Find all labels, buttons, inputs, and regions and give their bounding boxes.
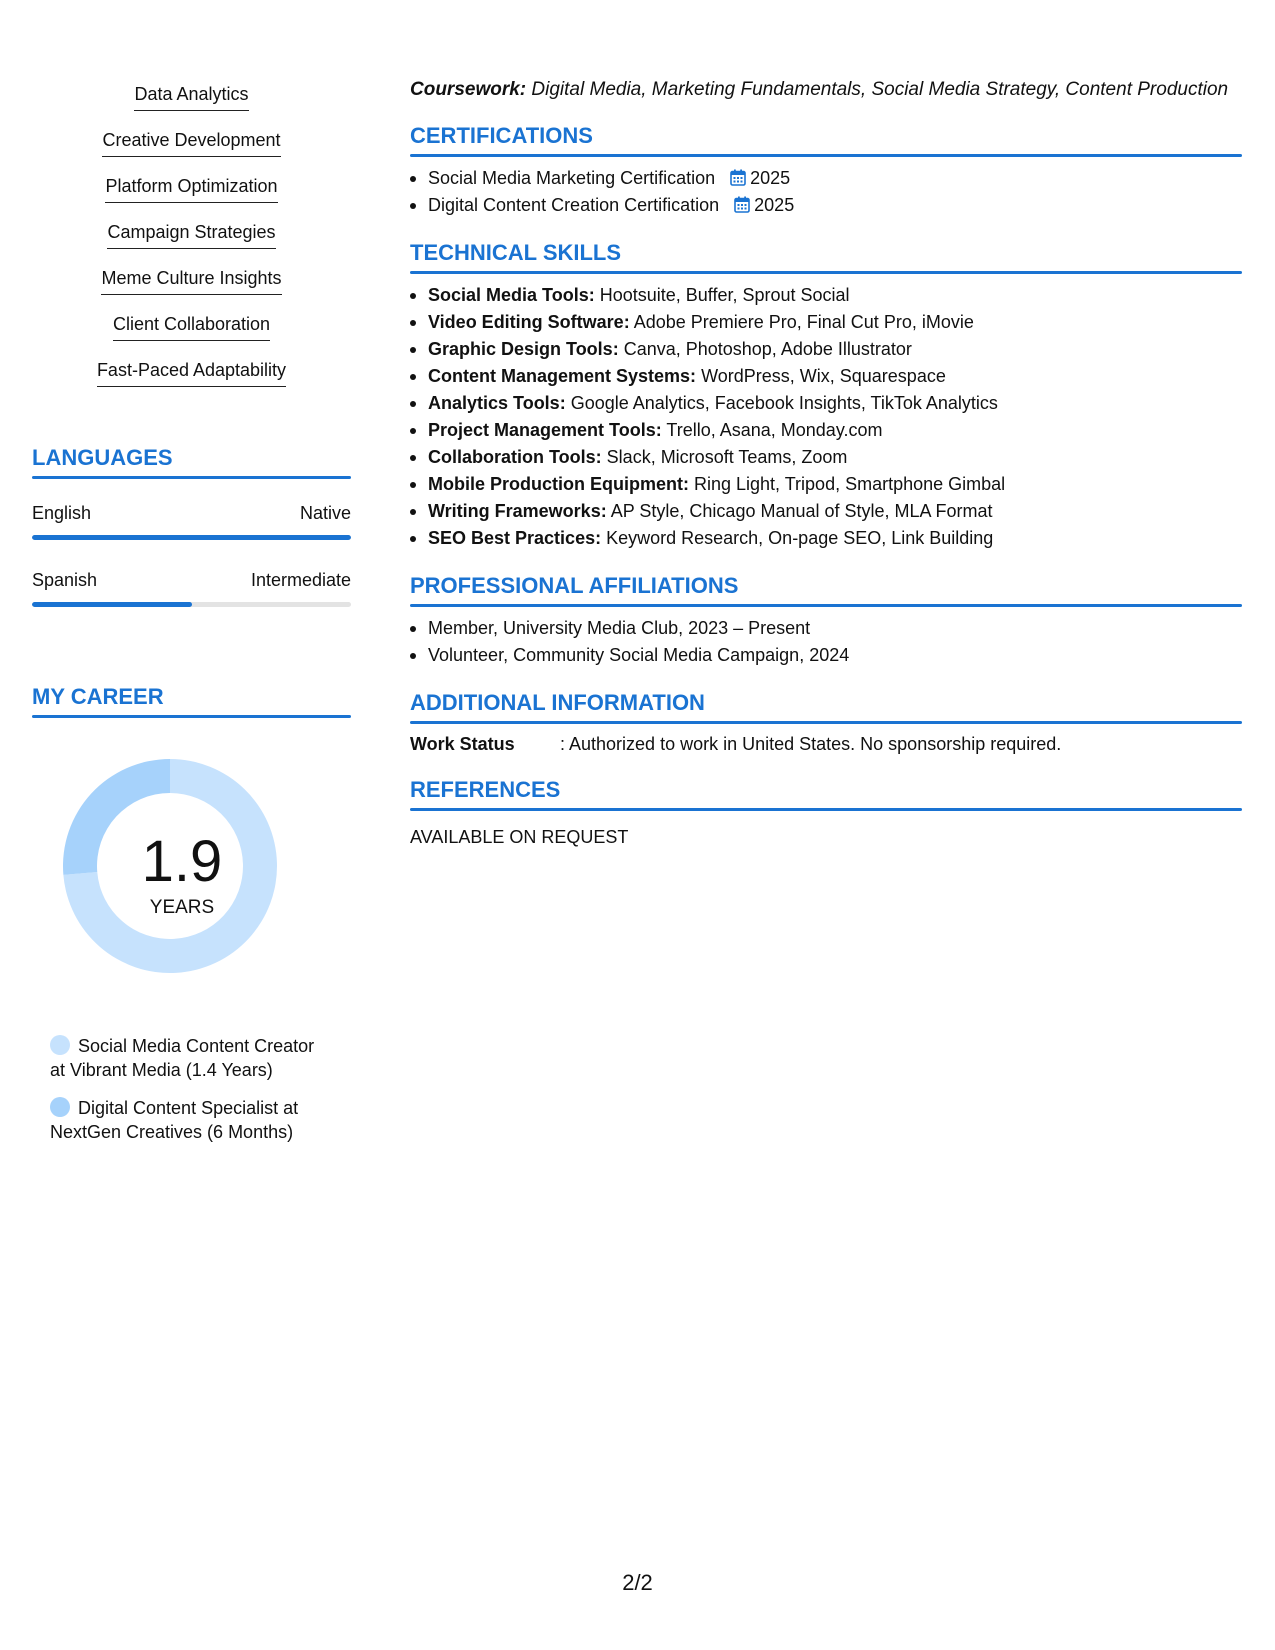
list-item [428,471,1242,498]
section-divider [410,721,1242,724]
list-item [428,444,1242,471]
coursework-label: Coursework: [410,79,527,100]
certification-name: Digital Content Creation Certification [428,195,720,215]
skill-category: Graphic Design Tools: [428,339,619,359]
skill-tag: Meme Culture Insights [101,266,281,295]
list-item [428,165,1242,192]
certifications-title: CERTIFICATIONS [410,123,593,148]
language-bar [32,602,351,607]
career-total-unit: YEARS [149,897,215,918]
skill-category: Social Media Tools: [428,285,595,305]
list-item [428,192,1242,219]
technical-skills-title: TECHNICAL SKILLS [410,240,622,265]
right-column [410,78,1242,849]
career-legend [50,1034,320,1144]
legend-item [50,1034,320,1082]
career-donut [62,758,302,998]
references-text: AVAILABLE ON REQUEST [410,827,629,847]
skill-tag: Client Collaboration [113,312,270,341]
legend-dot [50,1035,70,1055]
technical-skills-list [410,282,1242,552]
section-divider [410,154,1242,157]
list-item [428,417,1242,444]
language-name: English [32,503,92,523]
skill-values: Ring Light, Tripod, Smartphone Gimbal [694,474,1006,494]
certification-year: 2025 [750,168,791,188]
certification-year: 2025 [754,195,795,215]
coursework [410,78,1242,102]
skill-category: Video Editing Software: [428,312,630,332]
calendar-icon [734,196,750,213]
skill-values: Keyword Research, On-page SEO, Link Building [606,528,994,548]
section-divider [410,271,1242,274]
language-bar-fill [32,602,192,607]
skill-values: Hootsuite, Buffer, Sprout Social [599,285,850,305]
skill-category: Mobile Production Equipment: [428,474,689,494]
career-title: MY CAREER [32,684,164,709]
affiliations-list [410,615,1242,669]
list-item [428,525,1242,552]
career-section [32,683,351,1144]
skill-values: WordPress, Wix, Squarespace [701,366,946,386]
list-item: Member, University Media Club, 2023 – Present [428,615,1242,642]
calendar-icon [730,169,746,186]
additional-info-section [410,689,1242,756]
list-item [428,309,1242,336]
language-row [32,501,351,525]
affiliations-title: PROFESSIONAL AFFILIATIONS [410,573,739,598]
skill-values: Adobe Premiere Pro, Final Cut Pro, iMovie [633,312,974,332]
list-item: Volunteer, Community Social Media Campaign, 2024 [428,642,1242,669]
technical-skills-section [410,239,1242,552]
page-number: 2/2 [622,1570,653,1595]
legend-label: Digital Content Specialist at NextGen Creatives (6 Months) [50,1098,299,1142]
work-status-row [410,732,1242,756]
language-bar-fill [32,535,351,540]
legend-dot [50,1097,70,1117]
list-item [428,498,1242,525]
list-item [428,363,1242,390]
section-divider [32,476,351,479]
section-divider [410,808,1242,811]
skill-tag: Data Analytics [134,82,248,111]
skill-category: Analytics Tools: [428,393,566,413]
language-name: Spanish [32,570,98,590]
list-item [428,282,1242,309]
skill-values: Slack, Microsoft Teams, Zoom [606,447,848,467]
affiliations-section [410,572,1242,669]
skill-tag: Campaign Strategies [107,220,275,249]
certifications-section [410,122,1242,219]
certifications-list [410,165,1242,219]
list-item [428,336,1242,363]
skill-category: Project Management Tools: [428,420,662,440]
skill-values: Google Analytics, Facebook Insights, TikTok Analytics [570,393,998,413]
languages-section [32,444,351,607]
legend-item [50,1096,320,1144]
section-divider [32,715,351,718]
coursework-text: Digital Media, Marketing Fundamentals, Social Media Strategy, Content Production [531,79,1229,100]
work-status-label: Work Status [410,734,515,754]
skill-tag: Fast-Paced Adaptability [97,358,286,387]
references-title: REFERENCES [410,777,561,802]
skills-list [32,82,351,404]
references-section [410,776,1242,849]
languages-title: LANGUAGES [32,445,173,470]
work-status-value: : Authorized to work in United States. No sponsorship required. [560,734,1062,754]
skill-tag: Creative Development [102,128,280,157]
legend-label: Social Media Content Creator at Vibrant Media (1.4 Years) [50,1036,315,1080]
language-bar [32,535,351,540]
section-divider [410,604,1242,607]
skill-tag: Platform Optimization [105,174,277,203]
skill-values: Trello, Asana, Monday.com [666,420,883,440]
language-level: Native [299,503,351,523]
skill-category: SEO Best Practices: [428,528,602,548]
list-item [428,390,1242,417]
certification-name: Social Media Marketing Certification [428,168,716,188]
skill-values: Canva, Photoshop, Adobe Illustrator [623,339,912,359]
left-column [32,82,351,1158]
career-total-value: 1.9 [141,829,223,894]
skill-category: Collaboration Tools: [428,447,602,467]
language-row [32,568,351,592]
skill-category: Writing Frameworks: [428,501,607,521]
additional-info-title: ADDITIONAL INFORMATION [410,690,705,715]
skill-category: Content Management Systems: [428,366,697,386]
language-level: Intermediate [250,570,351,590]
skill-values: AP Style, Chicago Manual of Style, MLA Format [610,501,993,521]
